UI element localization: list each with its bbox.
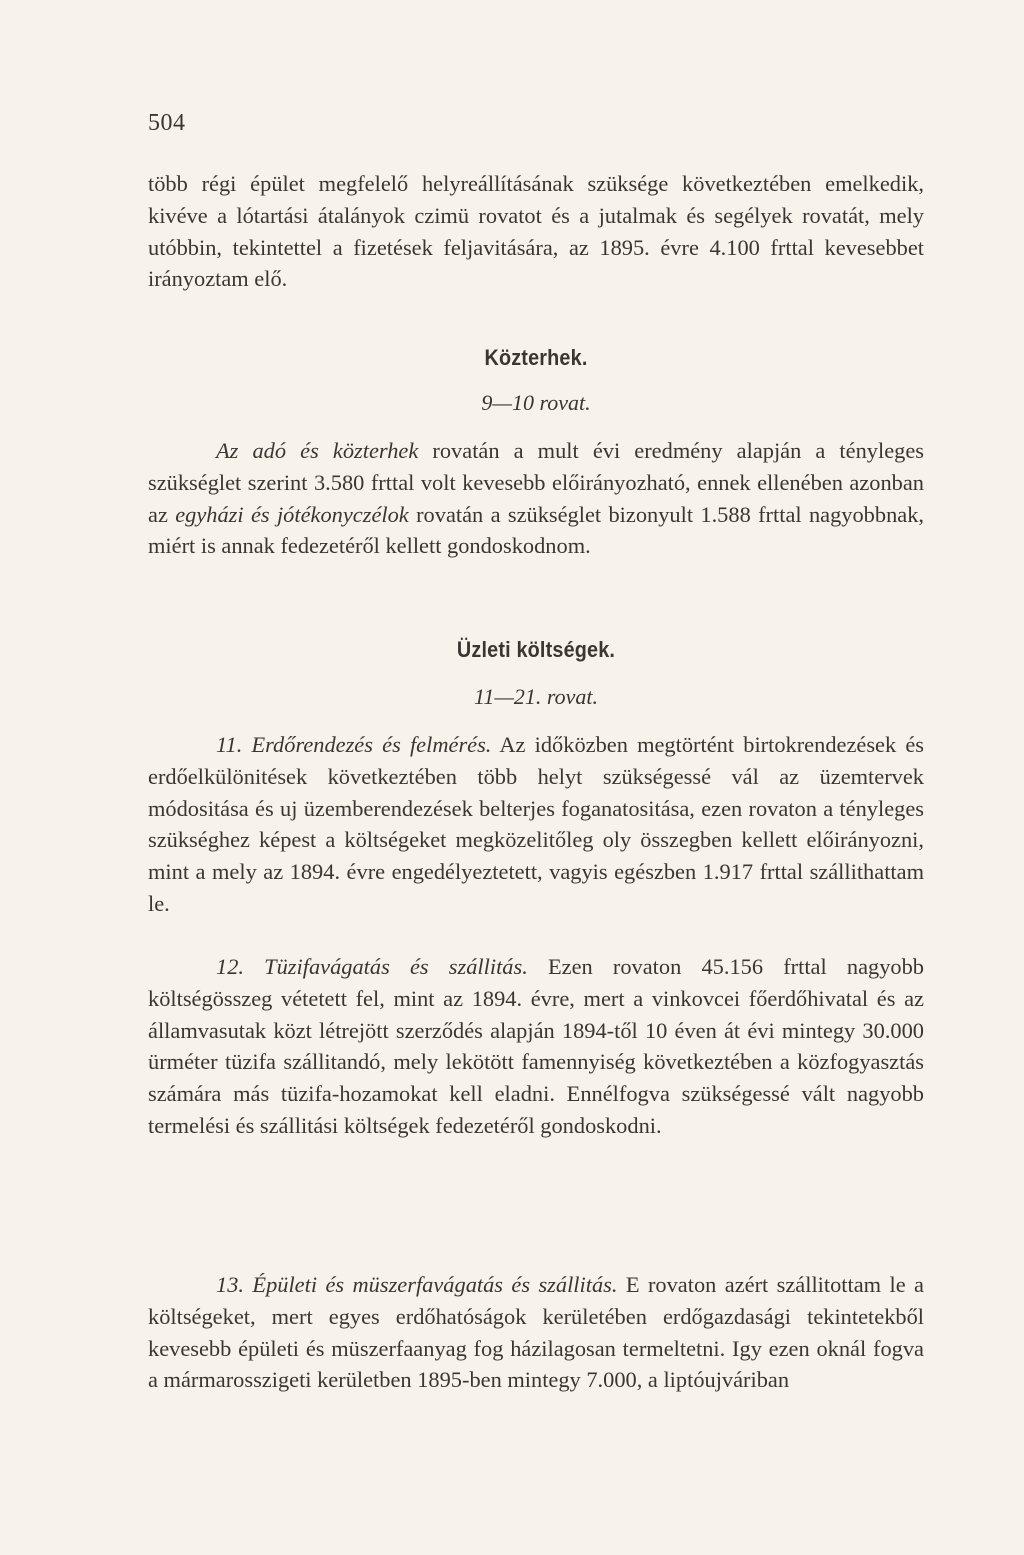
item-lead: 12. Tüzifavágatás és szállitás. bbox=[216, 954, 528, 979]
page-number: 504 bbox=[148, 110, 186, 136]
item-lead: 11. Erdőrendezés és felmérés. bbox=[216, 732, 492, 757]
paragraph-item-13 bbox=[148, 1269, 924, 1396]
section-heading-uzleti-koltsegek: Üzleti költségek. bbox=[456, 637, 616, 662]
paragraph-text: Ezen rovaton 45.156 frttal nagyobb költségösszeg vétetett fel, mint az 1894. évre, mert a vinkovcei főerdőhivatal és az államvasutak közt létrejött szerződés alapján 1894-től 10 éven át évi mintegy 30.000 ürméter tüzifa szállitandó, mely lekötött famennyiség következtében a közfogyasztás számára más tüzifa-hozamokat kell eladni. Ennélfogva szükségessé vált nagyobb termelési és szállitási költségek fedezetéről gondoskodni. bbox=[148, 954, 924, 1138]
paragraph-item-11 bbox=[148, 729, 924, 920]
italic-term: egyházi és jótékonyczélok bbox=[175, 501, 409, 527]
section-heading-kozterhek: Közterhek. bbox=[484, 345, 588, 370]
section-subheading-rovat-11-21: 11—21. rovat. bbox=[473, 684, 599, 709]
italic-lead: Az adó és közterhek bbox=[216, 438, 419, 463]
paragraph-item-12 bbox=[148, 951, 924, 1142]
item-lead: 13. Épületi és müszerfavágatás és szállitás. bbox=[216, 1272, 618, 1297]
section-subheading-rovat-9-10: 9—10 rovat. bbox=[481, 390, 591, 415]
paragraph-text: E rovaton azért szállitottam le a költségeket, mert egyes erdőhatóságok kerületében erdőgazdasági tekintetekből kevesebb épületi és müszerfaanyag fog házilagosan termeltetni. Igy ezen oknál fogva a mármarosszigeti kerületben 1895-ben mintegy 7.000, a liptóujváriban bbox=[148, 1272, 924, 1393]
paragraph-text: Az időközben megtörtént birtokrendezések és erdőelkülönitések következtében több helyt szükségessé vál az üzemtervek módositása és uj üzemberendezések belterjes foganatositása, ezen rovaton a tényleges szükséghez képest a költségeket megközelitőleg oly összegben kellett előirányozni, mint a mely az 1894. évre engedélyeztetett, vagyis egészben 1.917 frttal szállithattam le. bbox=[148, 732, 925, 916]
paragraph-text: rovatán a szükséglet bizonyult 1.588 frttal nagyobbnak, miért is annak fedezetéről kellett gondoskodnom. bbox=[148, 501, 924, 559]
paragraph-1: több régi épület megfelelő helyreállításának szüksége következtében emelkedik, kivéve a lótartási átalányok czimü rovatot és a jutalmak és segélyek rovatát, mely utóbbin, tekintettel a fizetések feljavitására, az 1895. évre 4.100 frttal kevesebbet irányoztam elő. bbox=[148, 171, 924, 292]
paragraph-kozterhek bbox=[148, 435, 924, 562]
paragraph-text: rovatán a mult évi eredmény alapján a tényleges szükséglet szerint 3.580 frttal volt kevesebb előirányozható, ennek ellenében azonban az bbox=[148, 438, 924, 527]
